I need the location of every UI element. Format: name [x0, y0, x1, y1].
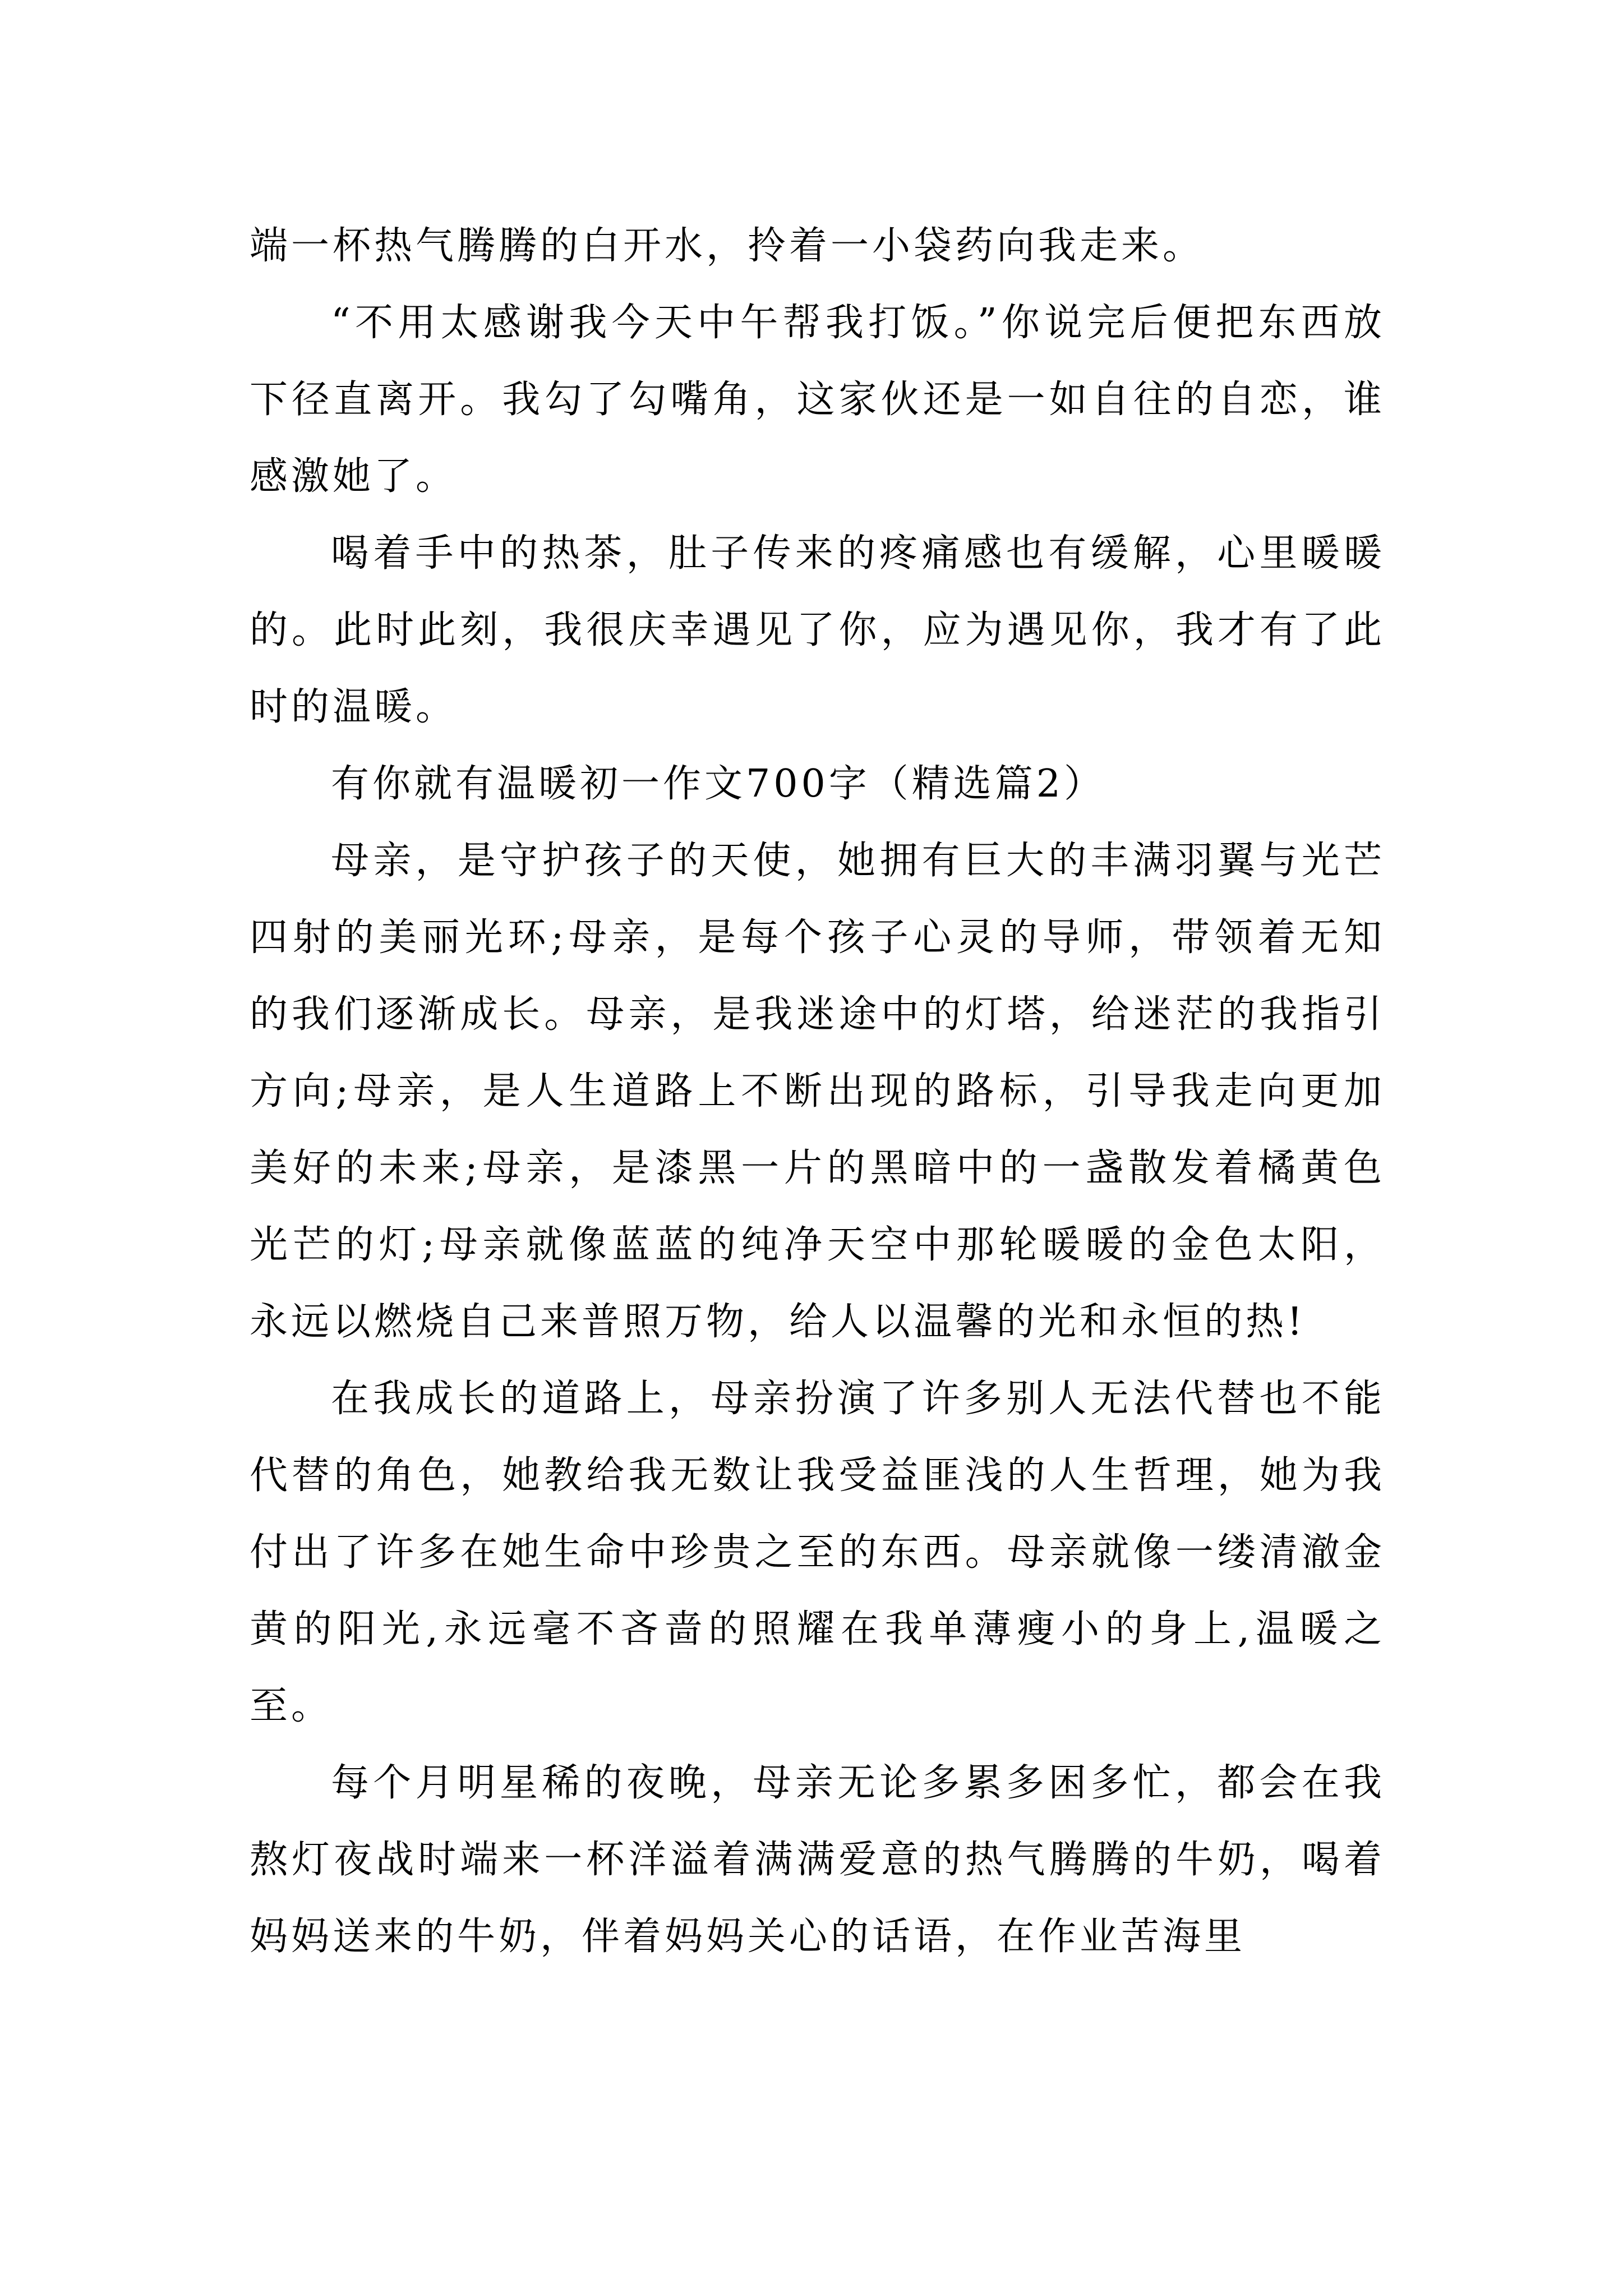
paragraph: 喝着手中的热茶，肚子传来的疼痛感也有缓解，心里暖暖的。此时此刻，我很庆幸遇见了你，应为遇见你，我才有了此时的温暖。 [250, 531, 1385, 729]
document-body [250, 208, 1385, 1975]
section-heading: 有你就有温暖初一作文700字（精选篇2） [331, 762, 1106, 806]
paragraph: 母亲，是守护孩子的天使，她拥有巨大的丰满羽翼与光芒四射的美丽光环;母亲，是每个孩子心灵的导师，带领着无知的我们逐渐成长。母亲，是我迷途中的灯塔，给迷茫的我指引方向;母亲，是人生道路上不断出现的路标，引导我走向更加美好的未来;母亲，是漆黑一片的黑暗中的一盏散发着橘黄色光芒的灯;母亲就像蓝蓝的纯净天空中那轮暖暖的金色太阳，永远以燃烧自己来普照万物，给人以温馨的光和永恒的热! [250, 839, 1385, 1344]
paragraph: “不用太感谢我今天中午帮我打饭。”你说完后便把东西放下径直离开。我勾了勾嘴角，这家伙还是一如自往的自恋，谁感激她了。 [250, 301, 1385, 499]
paragraph: 每个月明星稀的夜晚，母亲无论多累多困多忙，都会在我熬灯夜战时端来一杯洋溢着满满爱意的热气腾腾的牛奶，喝着妈妈送来的牛奶，伴着妈妈关心的话语，在作业苦海里 [250, 1761, 1385, 1959]
paragraph: 在我成长的道路上，母亲扮演了许多别人无法代替也不能代替的角色，她教给我无数让我受益匪浅的人生哲理，她为我付出了许多在她生命中珍贵之至的东西。母亲就像一缕清澈金黄的阳光,永远毫不吝啬的照耀在我单薄瘦小的身上,温暖之至。 [250, 1377, 1385, 1728]
paragraph-continuation: 端一杯热气腾腾的白开水，拎着一小袋药向我走来。 [250, 224, 1205, 268]
